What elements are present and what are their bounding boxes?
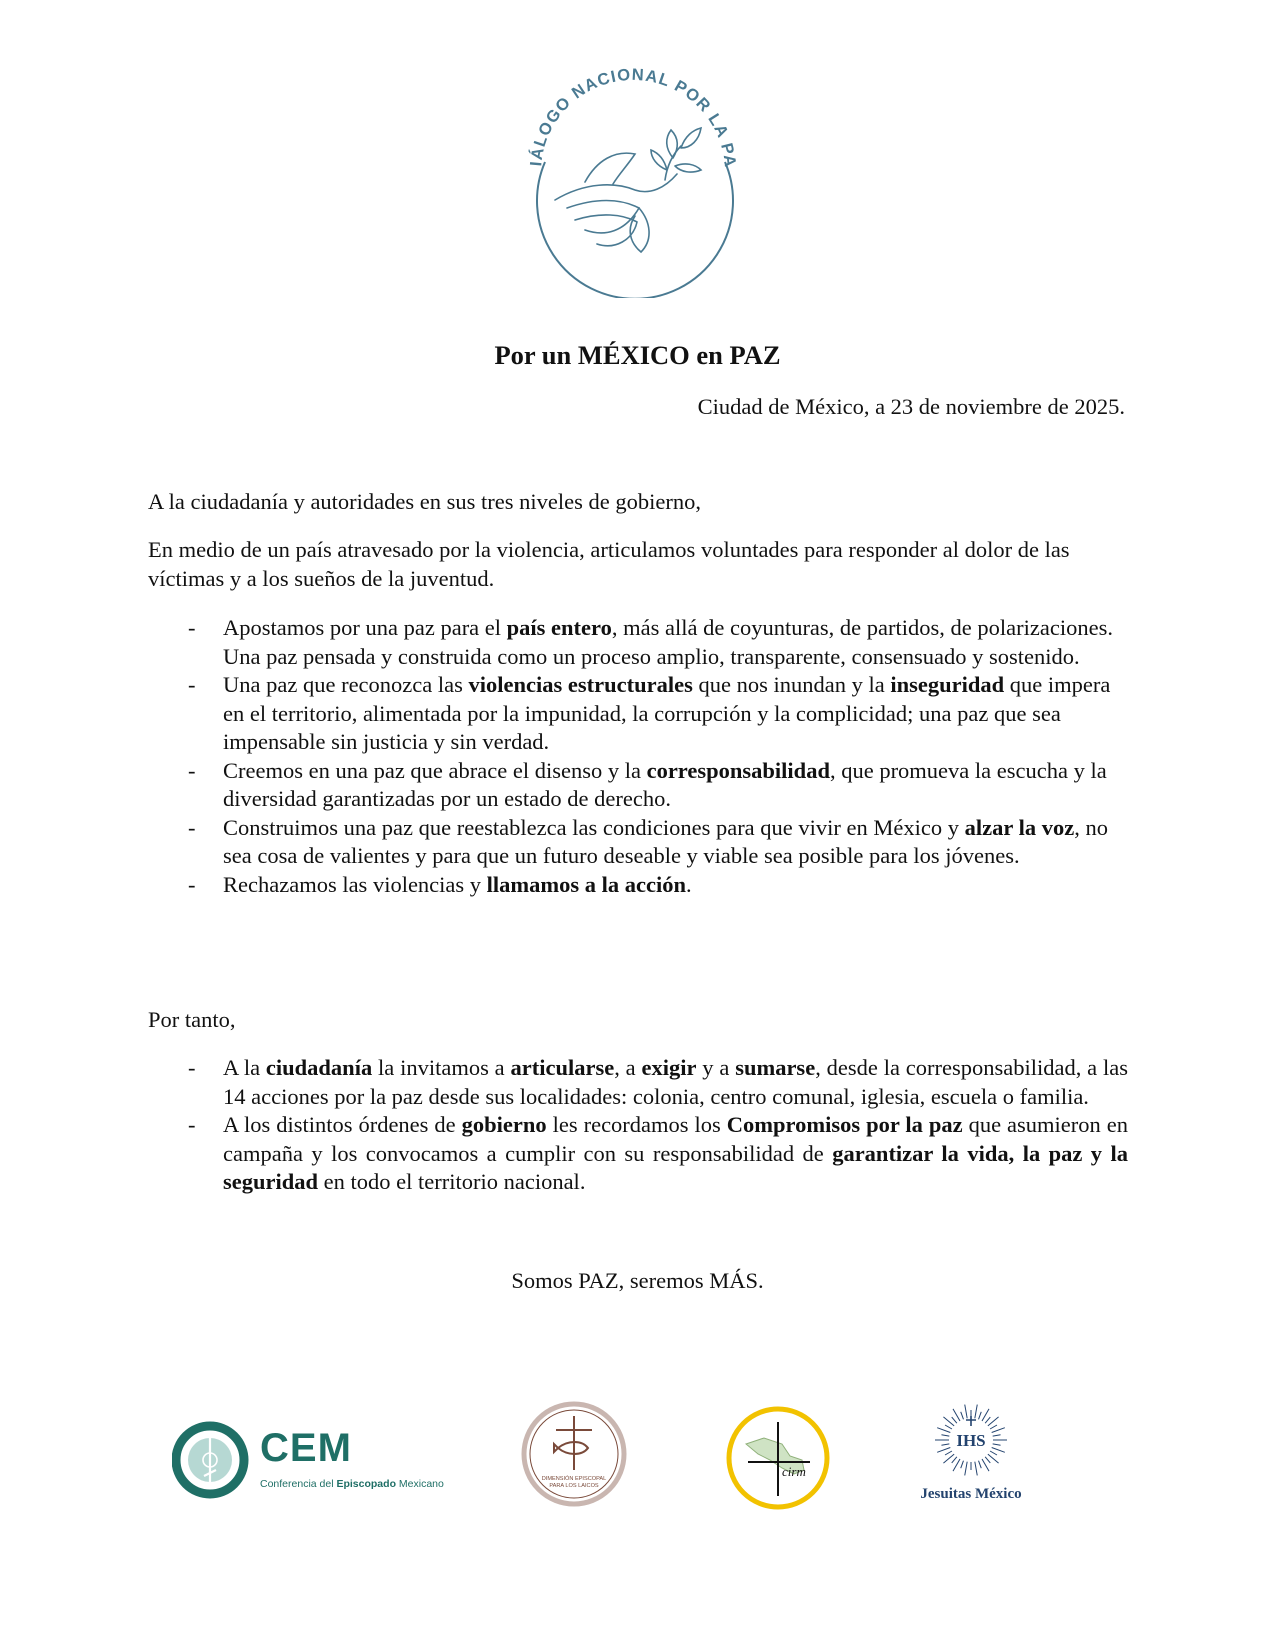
- item-text: , desde la corresponsabilidad, a las 14 acciones por la paz desde sus localidades: colonia, centro comunal, iglesia, escuela o familia.: [223, 1055, 1128, 1109]
- sunburst-ray: [993, 1435, 1001, 1436]
- item-bold: exigir: [641, 1055, 697, 1080]
- sunburst-ray: [961, 1461, 964, 1469]
- sunburst-ray: [952, 1457, 957, 1463]
- item-bold: llamamos a la acción: [486, 871, 687, 897]
- por-tanto: Por tanto,: [148, 1007, 236, 1032]
- sunburst-ray: [979, 1412, 982, 1420]
- cem-acronym: CEM: [260, 1426, 352, 1470]
- list-marker: -: [188, 672, 196, 697]
- item-text: , más allá de coyunturas, de partidos, de polarizaciones. Una paz pensada y construida como un proceso amplio, transparente, consensuado y sostenido.: [223, 615, 1113, 669]
- item-text: A los distintos órdenes de: [223, 1112, 462, 1137]
- list-item: [148, 614, 1128, 671]
- list-item: [148, 757, 1128, 814]
- list-marker: -: [188, 814, 196, 840]
- list-item: [148, 1111, 1128, 1197]
- item-text: A la: [223, 1055, 266, 1080]
- item-text: , no sea cosa de valientes y para que un futuro deseable y viable sea posible para los jóvenes.: [223, 814, 1108, 868]
- dialogo-nacional-logo: [515, 62, 751, 298]
- jesuitas-mexico-logo: [906, 1402, 1036, 1512]
- calls-list: [148, 1054, 1128, 1197]
- sunburst-ray: [992, 1448, 1005, 1453]
- list-item: [148, 1054, 1128, 1111]
- list-marker: -: [188, 757, 196, 783]
- item-bold: gobierno: [461, 1112, 547, 1137]
- sunburst-ray: [937, 1448, 950, 1453]
- sunburst-ray: [941, 1435, 949, 1436]
- cross-fish-icon: [554, 1416, 592, 1470]
- item-text: .: [686, 871, 692, 897]
- item-bold: corresponsabilidad: [646, 757, 830, 783]
- date-line: Ciudad de México, a 23 de noviembre de 2025.: [697, 394, 1125, 419]
- item-text: la invitamos a: [372, 1055, 511, 1080]
- item-bold: país entero: [506, 615, 612, 640]
- sunburst-ray: [992, 1428, 1005, 1433]
- item-bold: Compromisos por la paz: [726, 1112, 963, 1137]
- item-text: que impera en el territorio, alimentada por la impunidad, la corrupción y la complicidad; una paz que sea impensable sin justicia y sin verdad.: [223, 672, 1111, 754]
- sunburst-ray: [985, 1457, 990, 1463]
- sunburst-ray: [961, 1412, 964, 1420]
- item-text: Construimos una paz que reestablezca las condiciones para que vivir en México y: [223, 814, 965, 840]
- sunburst-ray: [937, 1428, 950, 1433]
- sunburst-ray: [965, 1405, 967, 1419]
- logo-arc-text: IÁLOGO NACIONAL POR LA PA: [527, 65, 740, 169]
- item-text: les recordamos los: [546, 1112, 727, 1137]
- item-text: que asumieron en campaña y los convocamos a cumplir con su responsabilidad de: [223, 1112, 1128, 1166]
- intro-paragraph: En medio de un país atravesado por la violencia, articulamos voluntades para responder al dolor de las víctimas y a los sueños de la juventud.: [148, 537, 1070, 591]
- sunburst-ray: [975, 1405, 977, 1419]
- item-bold: ciudadanía: [265, 1055, 373, 1080]
- item-bold: alzar la voz: [964, 814, 1075, 840]
- cem-emblem-icon: [172, 1420, 252, 1500]
- item-bold: articularse: [510, 1055, 615, 1080]
- sunburst-ray: [952, 1417, 957, 1423]
- dimension-line1: DIMENSIÓN EPISCOPAL: [541, 1476, 607, 1482]
- sunburst-ray: [945, 1425, 952, 1429]
- sunburst-ray: [941, 1444, 949, 1445]
- item-text: Apostamos por una paz para el: [223, 615, 507, 640]
- item-bold: garantizar la vida, la paz y la seguridad: [223, 1140, 1128, 1194]
- sunburst-ray: [985, 1417, 990, 1423]
- closing-line: Somos PAZ, seremos MÁS.: [511, 1268, 764, 1293]
- item-bold: sumarse: [735, 1055, 816, 1080]
- sunburst-ray: [990, 1425, 997, 1429]
- cem-subtitle: Conferencia del Episcopado Mexicano: [260, 1478, 444, 1490]
- sunburst-ray: [990, 1451, 997, 1455]
- dimension-episcopal-logo: [520, 1400, 628, 1508]
- item-text: que nos inundan y la: [692, 672, 891, 697]
- sunburst-ray: [965, 1462, 967, 1476]
- list-marker: -: [188, 871, 196, 897]
- item-text: y a: [696, 1055, 736, 1080]
- cem-logo: [172, 1420, 452, 1510]
- item-text: Rechazamos las violencias y: [223, 871, 487, 897]
- sunburst-ray: [993, 1444, 1001, 1445]
- item-text: Creemos en una paz que abrace el disenso y la: [223, 757, 647, 783]
- list-item: [148, 671, 1128, 757]
- list-item: [148, 814, 1128, 871]
- commitments-list: [148, 614, 1128, 899]
- sunburst-ray: [945, 1451, 952, 1455]
- list-marker: -: [188, 1112, 196, 1137]
- item-text: , que promueva la escucha y la diversidad garantizadas por un estado de derecho.: [223, 757, 1107, 811]
- sunburst-ray: [979, 1461, 982, 1469]
- list-marker: -: [188, 1055, 196, 1080]
- dove-icon: [555, 128, 701, 252]
- salutation: A la ciudadanía y autoridades en sus tres niveles de gobierno,: [148, 489, 701, 514]
- item-text: en todo el territorio nacional.: [318, 1169, 586, 1194]
- item-text: , a: [614, 1055, 642, 1080]
- list-item: [148, 871, 1128, 900]
- sunburst-ray: [975, 1462, 977, 1476]
- jesuitas-text: Jesuitas México: [920, 1486, 1022, 1502]
- cirm-logo: [724, 1404, 832, 1512]
- document-title: Por un MÉXICO en PAZ: [494, 340, 781, 370]
- ihs-monogram: IHS: [956, 1431, 986, 1450]
- dimension-line2: PARA LOS LAICOS: [549, 1483, 599, 1489]
- cirm-text: cirm: [782, 1464, 806, 1479]
- item-text: Una paz que reconozca las: [223, 672, 469, 697]
- item-bold: violencias estructurales: [468, 672, 693, 697]
- item-bold: inseguridad: [890, 672, 1005, 697]
- list-marker: -: [188, 615, 196, 640]
